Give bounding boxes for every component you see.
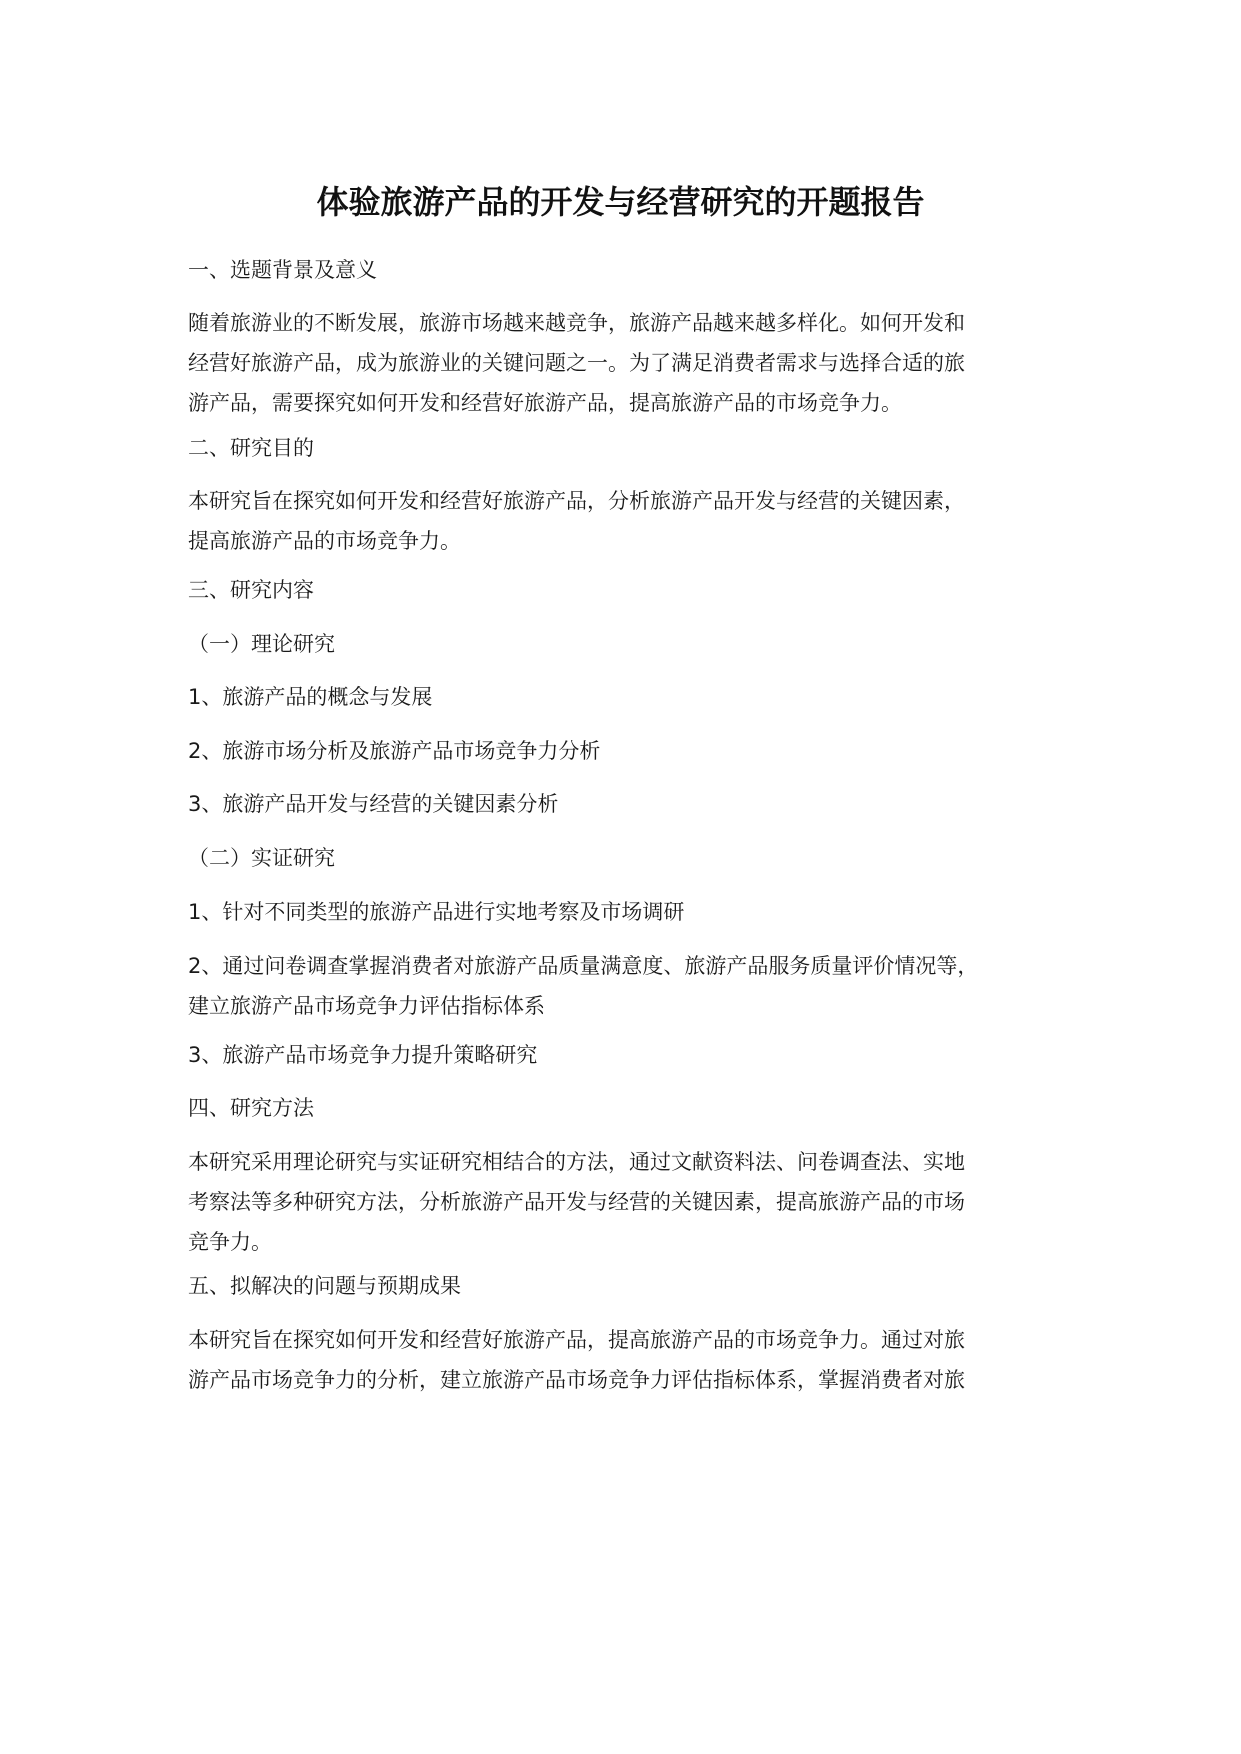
paragraph-background — [188, 303, 1054, 423]
list-item — [188, 946, 1054, 1026]
subheading-text: （一）理论研究 — [188, 632, 335, 656]
list-item-line: 建立旅游产品市场竞争力评估指标体系 — [188, 994, 545, 1018]
list-item — [188, 677, 1054, 717]
paragraph-methods — [188, 1142, 1054, 1262]
paragraph-outcomes — [188, 1320, 1054, 1400]
section-heading-purpose — [188, 428, 1054, 468]
list-item — [188, 892, 1054, 932]
list-item — [188, 731, 1054, 771]
section-heading-content — [188, 570, 1054, 610]
subheading-text: （二）实证研究 — [188, 846, 335, 870]
heading-text: 四、研究方法 — [188, 1096, 314, 1120]
list-item — [188, 784, 1054, 824]
paragraph-line: 考察法等多种研究方法，分析旅游产品开发与经营的关键因素，提高旅游产品的市场 — [188, 1190, 965, 1214]
heading-text: 五、拟解决的问题与预期成果 — [188, 1274, 461, 1298]
section-heading-methods — [188, 1088, 1054, 1128]
document-page — [188, 0, 1054, 1754]
document-title: 体验旅游产品的开发与经营研究的开题报告 — [316, 183, 925, 221]
subheading-theory — [188, 624, 1054, 664]
paragraph-line: 经营好旅游产品，成为旅游业的关键问题之一。为了满足消费者需求与选择合适的旅 — [188, 351, 965, 375]
paragraph-line: 本研究采用理论研究与实证研究相结合的方法，通过文献资料法、问卷调查法、实地 — [188, 1150, 965, 1174]
section-heading-background — [188, 250, 1054, 290]
list-item — [188, 1035, 1054, 1075]
subheading-empirical — [188, 838, 1054, 878]
heading-text: 二、研究目的 — [188, 436, 314, 460]
list-item-text: 3、旅游产品开发与经营的关键因素分析 — [188, 792, 559, 816]
list-item-line: 2、通过问卷调查掌握消费者对旅游产品质量满意度、旅游产品服务质量评价情况等， — [188, 954, 979, 978]
paragraph-purpose — [188, 481, 1054, 561]
list-item-text: 3、旅游产品市场竞争力提升策略研究 — [188, 1043, 538, 1067]
heading-text: 三、研究内容 — [188, 578, 314, 602]
list-item-text: 1、旅游产品的概念与发展 — [188, 685, 433, 709]
paragraph-line: 本研究旨在探究如何开发和经营好旅游产品，提高旅游产品的市场竞争力。通过对旅 — [188, 1328, 965, 1352]
paragraph-line: 提高旅游产品的市场竞争力。 — [188, 529, 461, 553]
paragraph-line: 游产品，需要探究如何开发和经营好旅游产品，提高旅游产品的市场竞争力。 — [188, 391, 902, 415]
paragraph-line: 游产品市场竞争力的分析，建立旅游产品市场竞争力评估指标体系，掌握消费者对旅 — [188, 1368, 965, 1392]
paragraph-line: 本研究旨在探究如何开发和经营好旅游产品，分析旅游产品开发与经营的关键因素， — [188, 489, 965, 513]
list-item-text: 2、旅游市场分析及旅游产品市场竞争力分析 — [188, 739, 601, 763]
paragraph-line: 随着旅游业的不断发展，旅游市场越来越竞争，旅游产品越来越多样化。如何开发和 — [188, 311, 965, 335]
heading-text: 一、选题背景及意义 — [188, 258, 377, 282]
list-item-text: 1、针对不同类型的旅游产品进行实地考察及市场调研 — [188, 900, 685, 924]
paragraph-line: 竞争力。 — [188, 1230, 272, 1254]
section-heading-outcomes — [188, 1266, 1054, 1306]
